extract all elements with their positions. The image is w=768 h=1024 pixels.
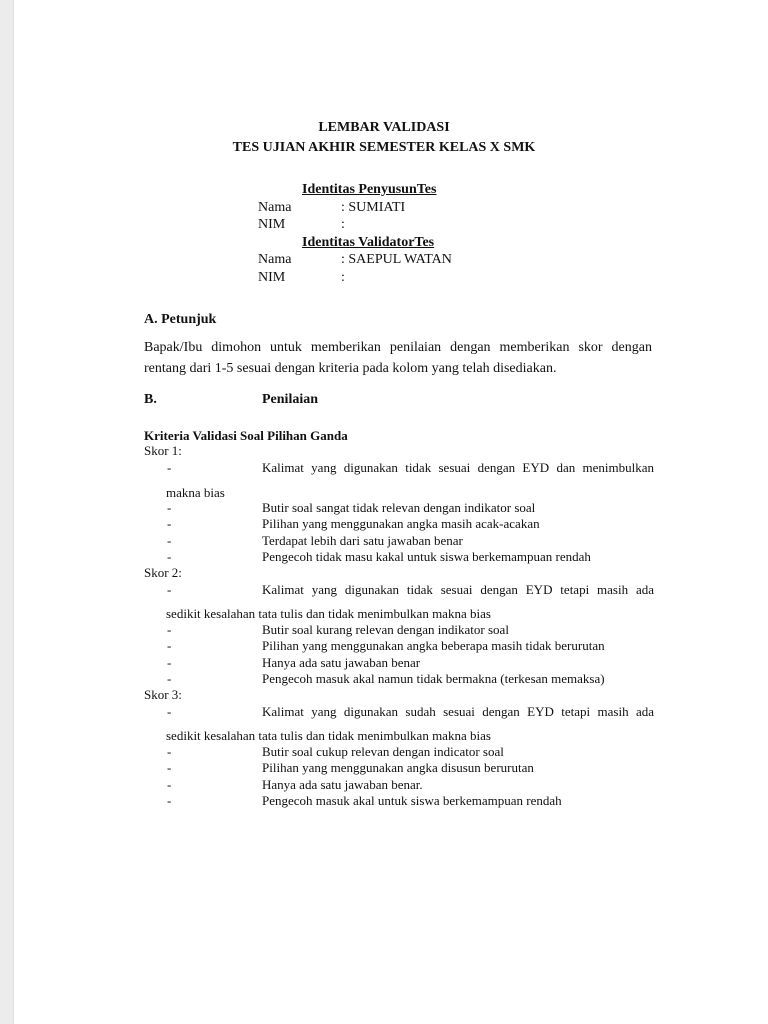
list-bullet: - [167, 533, 172, 548]
petunjuk-heading: A. Petunjuk [144, 312, 217, 327]
skor1-label: Skor 1: [144, 443, 182, 458]
skor1-criterion-1-cont: makna bias [166, 485, 225, 500]
validator-heading: Identitas ValidatorTes [302, 235, 435, 250]
list-bullet: - [167, 655, 172, 670]
list-bullet: - [167, 744, 172, 759]
list-bullet: - [167, 460, 172, 475]
list-bullet: - [167, 671, 172, 686]
penyusun-heading: Identitas PenyusunTes [302, 182, 437, 197]
skor2-criterion-5: Pengecoh masuk akal namun tidak bermakna (terkesan memaksa) [262, 671, 605, 686]
skor2-label: Skor 2: [144, 565, 182, 580]
list-bullet: - [167, 760, 172, 775]
list-bullet: - [167, 704, 172, 719]
skor3-criterion-5: Pengecoh masuk akal untuk siswa berkemampuan rendah [262, 793, 562, 808]
skor1-criterion-2: Butir soal sangat tidak relevan dengan indikator soal [262, 500, 536, 515]
skor2-criterion-1-cont: sedikit kesalahan tata tulis dan tidak menimbulkan makna bias [166, 606, 491, 621]
list-bullet: - [167, 516, 172, 531]
skor3-label: Skor 3: [144, 687, 182, 702]
penyusun-nim-label: NIM [258, 217, 286, 232]
skor1-criterion-3: Pilihan yang menggunakan angka masih acak-acakan [262, 516, 540, 531]
skor2-criterion-2: Butir soal kurang relevan dengan indikator soal [262, 622, 509, 637]
skor1-criterion-4: Terdapat lebih dari satu jawaban benar [262, 533, 463, 548]
list-bullet: - [167, 500, 172, 515]
skor2-criterion-4: Hanya ada satu jawaban benar [262, 655, 421, 670]
penyusun-nama-label: Nama [258, 200, 292, 215]
skor3-criterion-3: Pilihan yang menggunakan angka disusun berurutan [262, 760, 534, 775]
penilaian-heading: Penilaian [262, 392, 319, 407]
list-bullet: - [167, 622, 172, 637]
validator-nim-value: : [341, 270, 345, 285]
penyusun-nama-value: : SUMIATI [341, 200, 406, 215]
list-bullet: - [167, 582, 172, 597]
list-bullet: - [167, 793, 172, 808]
kriteria-heading: Kriteria Validasi Soal Pilihan Ganda [144, 428, 348, 443]
skor3-criterion-1-cont: sedikit kesalahan tata tulis dan tidak menimbulkan makna bias [166, 728, 491, 743]
validator-nim-label: NIM [258, 270, 286, 285]
skor1-criterion-5: Pengecoh tidak masu kakal untuk siswa berkemampuan rendah [262, 549, 591, 564]
document-subtitle: TES UJIAN AKHIR SEMESTER KELAS X SMK [232, 140, 536, 155]
skor3-criterion-1: Kalimat yang digunakan sudah sesuai dengan EYD tetapi masih ada [262, 704, 654, 719]
penilaian-letter: B. [144, 392, 157, 407]
skor3-criterion-2: Butir soal cukup relevan dengan indicator soal [262, 744, 504, 759]
validator-nama-value: : SAEPUL WATAN [341, 252, 452, 267]
skor1-criterion-1: Kalimat yang digunakan tidak sesuai dengan EYD dan menimbulkan [262, 460, 654, 475]
skor2-criterion-3: Pilihan yang menggunakan angka beberapa masih tidak berurutan [262, 638, 605, 653]
skor3-criterion-4: Hanya ada satu jawaban benar. [262, 777, 423, 792]
list-bullet: - [167, 549, 172, 564]
skor2-criterion-1: Kalimat yang digunakan tidak sesuai dengan EYD tetapi masih ada [262, 582, 654, 597]
validator-nama-label: Nama [258, 252, 292, 267]
document-title: LEMBAR VALIDASI [318, 120, 450, 135]
list-bullet: - [167, 638, 172, 653]
penyusun-nim-value: : [341, 217, 345, 232]
petunjuk-paragraph: Bapak/Ibu dimohon untuk memberikan penilaian dengan memberikan skor dengan rentang dari 1-5 sesuai dengan kriteria pada kolom yang telah disediakan. [144, 340, 652, 376]
list-bullet: - [167, 777, 172, 792]
